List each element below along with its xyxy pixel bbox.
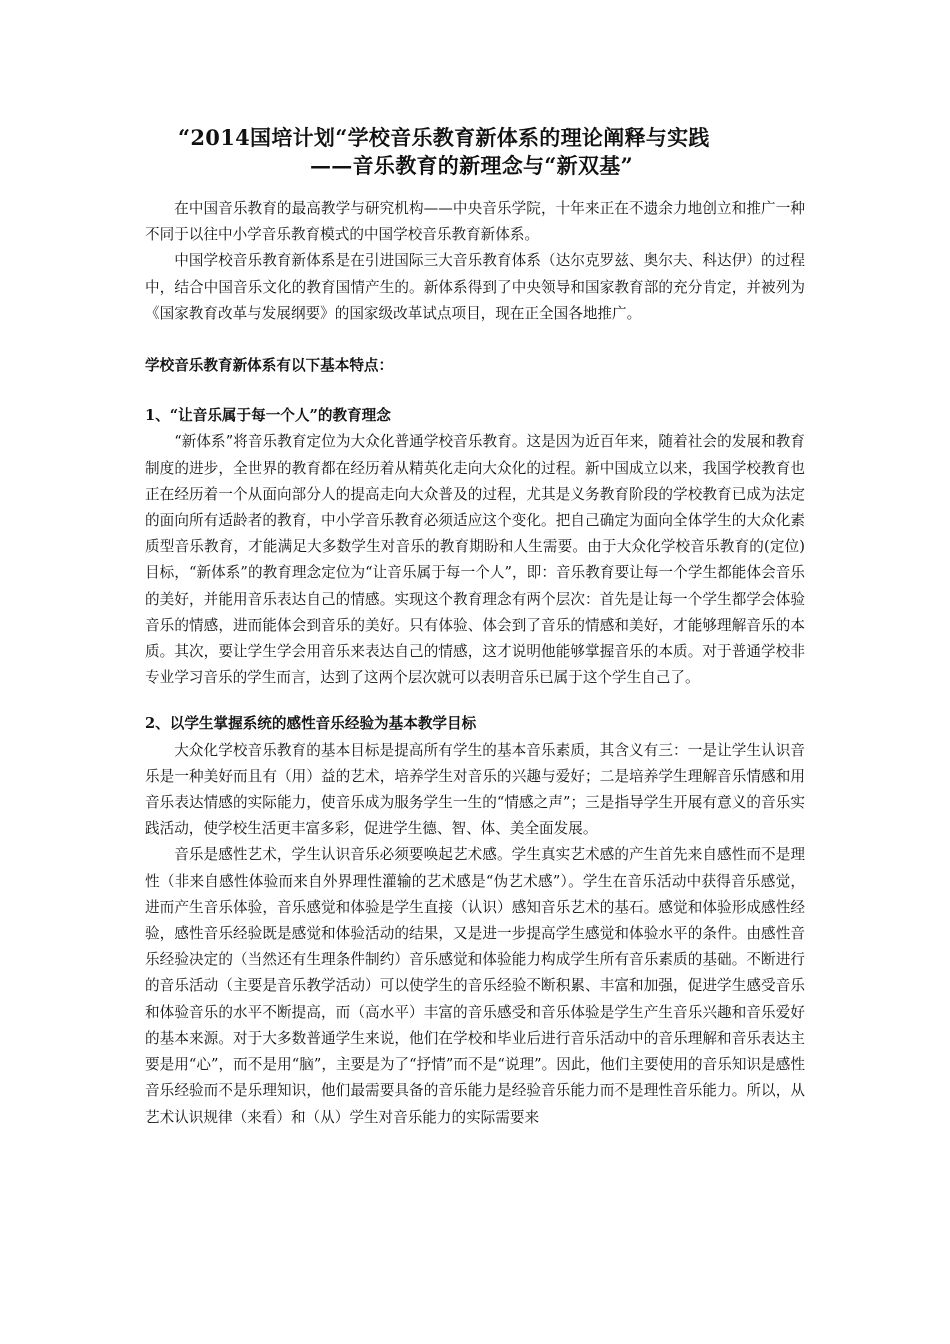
document-title-line-2: ——音乐教育的新理念与“新双基” bbox=[310, 153, 633, 178]
features-heading: 学校音乐教育新体系有以下基本特点： bbox=[145, 357, 394, 375]
section-1-heading: 1、“让音乐属于每一个人”的教育理念 bbox=[145, 407, 391, 425]
intro-paragraph-1: 在中国音乐教育的最高教学与研究机构——中央音乐学院，十年来正在不遗余力地创立和推广一种不同于以往中小学音乐教育模式的中国学校音乐教育新体系。 bbox=[145, 200, 805, 244]
spacer bbox=[145, 327, 805, 353]
section-2-heading: 2、以学生掌握系统的感性音乐经验为基本教学目标 bbox=[145, 715, 477, 733]
spacer bbox=[145, 379, 805, 403]
section-1-paragraph-1: “新体系”将音乐教育定位为大众化普通学校音乐教育。这是因为近百年来，随着社会的发展和教育制度的进步，全世界的教育都在经历着从精英化走向大众化的过程。新中国成立以来，我国学校教育也正在经历着一个从面向部分人的提高走向大众普及的过程，尤其是义务教育阶段的学校教育已成为法定的面向所有适龄者的教育，中小学音乐教育必须适应这个变化。把自己确定为面向全体学生的大众化素质型音乐教育，才能满足大多数学生对音乐的教育期盼和人生需要。由于大众化学校音乐教育的(定位)目标，“新体系”的教育理念定位为“让音乐属于每一个人”，即：音乐教育要让每一个学生都能体会音乐的美好，并能用音乐表达自己的情感。实现这个教育理念有两个层次：首先是让每一个学生都学会体验音乐的情感，进而能体会到音乐的美好。只有体验、体会到了音乐的情感和美好，才能够理解音乐的本质。其次，要让学生学会用音乐来表达自己的情感，这才说明他能够掌握音乐的本质。对于普通学校非专业学习音乐的学生而言，达到了这两个层次就可以表明音乐已属于这个学生自己了。 bbox=[145, 433, 805, 687]
spacer bbox=[145, 691, 805, 711]
document-title-line-1: “2014国培计划“学校音乐教育新体系的理论阐释与实践 bbox=[178, 125, 710, 150]
section-2-paragraph-2: 音乐是感性艺术，学生认识音乐必须要唤起艺术感。学生真实艺术感的产生首先来自感性而不是理性（非来自感性体验而来自外界理性灌输的艺术感是“伪艺术感”）。学生在音乐活动中获得音乐感觉，进而产生音乐体验，音乐感觉和体验是学生直接（认识）感知音乐艺术的基石。感觉和体验形成感性经验，感性音乐经验既是感觉和体验活动的结果，又是进一步提高学生感觉和体验水平的条件。由感性音乐经验决定的（当然还有生理条件制约）音乐感觉和体验能力构成学生所有音乐素质的基础。不断进行的音乐活动（主要是音乐教学活动）可以使学生的音乐经验不断积累、丰富和加强，促进学生感受音乐和体验音乐的水平不断提高，而（高水平）丰富的音乐感受和音乐体验是学生产生音乐兴趣和音乐爱好的基本来源。对于大多数普通学生来说，他们在学校和毕业后进行音乐活动中的音乐理解和音乐表达主要是用“心”，而不是用“脑”，主要是为了“抒情”而不是“说理”。因此，他们主要使用的音乐知识是感性音乐经验而不是乐理知识，他们最需要具备的音乐能力是经验音乐能力而不是理性音乐能力。所以，从艺术认识规律（来看）和（从）学生对音乐能力的实际需要来 bbox=[145, 846, 805, 1126]
section-2-paragraph-1: 大众化学校音乐教育的基本目标是提高所有学生的基本音乐素质，其含义有三：一是让学生认识音乐是一种美好而且有（用）益的艺术，培养学生对音乐的兴趣与爱好；二是培养学生理解音乐情感和用音乐表达情感的实际能力，使音乐成为服务学生一生的“情感之声”；三是指导学生开展有意义的音乐实践活动，使学校生活更丰富多彩，促进学生德、智、体、美全面发展。 bbox=[145, 741, 805, 838]
document-body bbox=[145, 196, 805, 1131]
intro-paragraph-2: 中国学校音乐教育新体系是在引进国际三大音乐教育体系（达尔克罗兹、奥尔夫、科达伊）的过程中，结合中国音乐文化的教育国情产生的。新体系得到了中央领导和国家教育部的充分肯定，并被列为《国家教育改革与发展纲要》的国家级改革试点项目，现在正全国各地推广。 bbox=[145, 252, 805, 322]
